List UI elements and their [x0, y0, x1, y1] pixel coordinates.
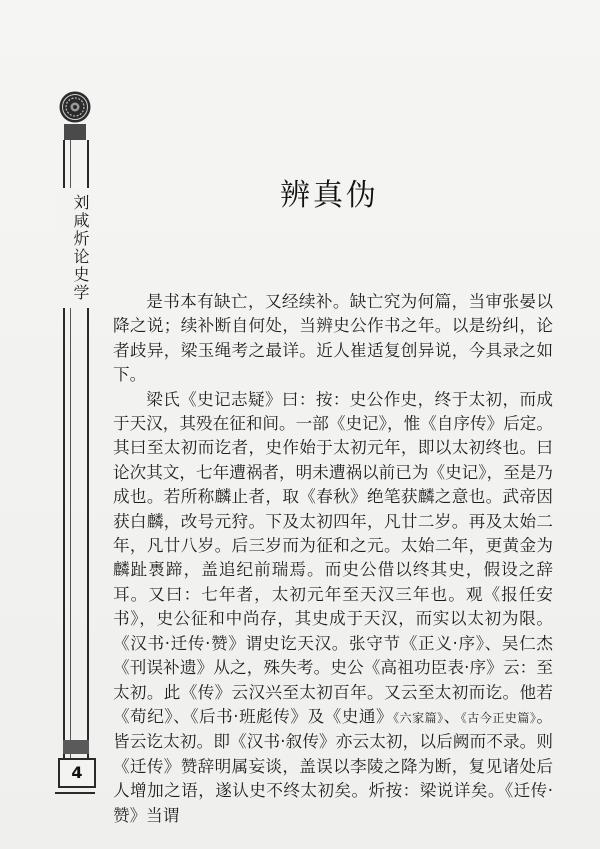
paragraph-2-text-a: 梁氏《史记志疑》曰：按：史公作史，终于太初，而成于天汉，其殁在征和间。一部《史记》，惟《自序传》后定。其曰至太初而讫者，史作始于太初元年，即以太初终也。曰论次其文，七年遭祸者，明未遭祸以前已为《史记》，至是乃成也。若所称麟止者，取《春秋》绝笔获麟之意也。武帝因获白麟，改号元狩。下及太初四年，凡廿二岁。再及太始二年，凡廿八岁。后三岁而为征和之元。太始二年，更黄金为麟趾褭蹄，盖追纪前瑞焉。而史公借以终其史，假设之辞耳。又曰：七年者，太初元年至天汉三年也。观《报任安书》，史公征和中尚存，其史成于天汉，而实以太初为限。《汉书·迁传·赞》谓史讫天汉。张守节《正义·序》、吴仁杰《刊误补遗》从之，殊失考。史公《高祖功臣表·序》云：至太初。此《传》云汉兴至太初百年。又云至太初而讫。他若《荀纪》、《后书·班彪传》及《史通》	[113, 389, 553, 726]
paragraph-2-text-c: 。皆云讫太初。即《汉书·叙传》亦云太初，以后阙而不录。则《迁传》赞辞明属妄谈，盖误以李陵之降为断，复见诸处后人增加之语，遂认史不终太初矣。炘按：梁说详矣。《迁传·赞》当谓	[113, 706, 553, 825]
ornament-icon	[58, 90, 92, 124]
page-number: 4	[58, 758, 96, 788]
paragraph-2	[113, 388, 553, 828]
inline-note-2: 《古今正史篇》	[460, 710, 537, 725]
spine-bottom-rule	[55, 792, 95, 794]
paragraph-1: 是书本有缺亡，又经续补。缺亡究为何篇，当审张晏以降之说；续补断自何处，当辨史公作书之年。以是纷纠，论者歧异，梁玉绳考之最详。近人崔适复创异说，今具录之如下。	[113, 292, 553, 385]
spine-bottom-bar	[63, 740, 89, 754]
spine-book-title: 刘咸炘论史学	[58, 188, 92, 308]
paragraph-2-text-b: 、	[443, 706, 461, 726]
inline-note-1: 《六家篇》	[393, 710, 444, 725]
spine-top-bar	[64, 124, 86, 140]
body-text	[113, 290, 553, 828]
chapter-title: 辨真伪	[280, 178, 379, 213]
